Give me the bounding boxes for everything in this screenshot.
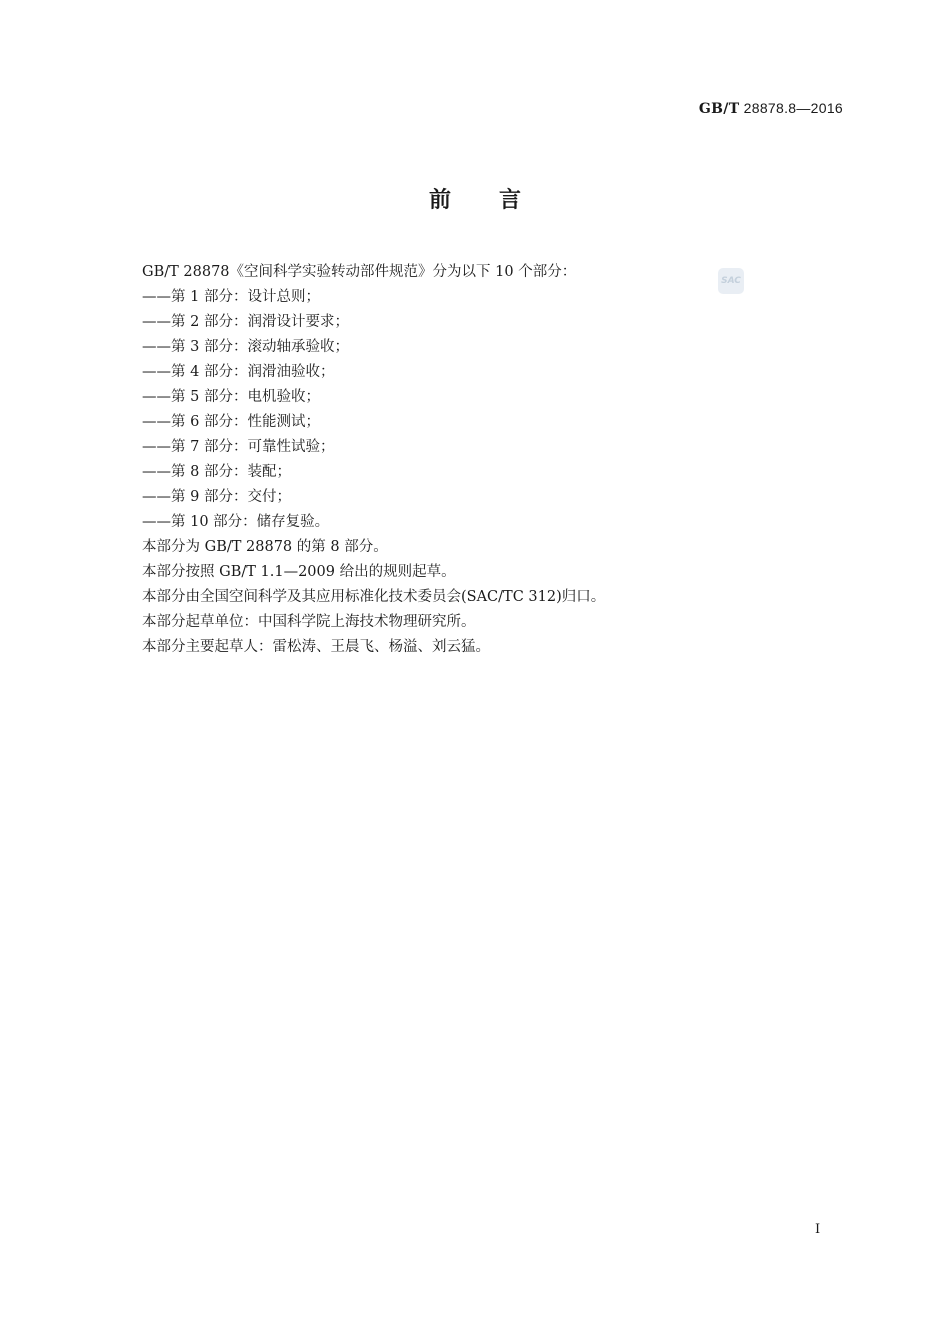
part-list-item: ——第 2 部分：润滑设计要求； bbox=[142, 314, 349, 330]
body-paragraph: 本部分由全国空间科学及其应用标准化技术委员会(SAC/TC 312)归口。 bbox=[142, 589, 606, 605]
body-paragraph: 本部分主要起草人：雷松涛、王晨飞、杨溢、刘云猛。 bbox=[142, 639, 490, 655]
part-list-item: ——第 5 部分：电机验收； bbox=[142, 389, 320, 405]
standard-code bbox=[699, 100, 843, 117]
page-title: 前言 bbox=[428, 188, 569, 213]
part-list-item: ——第 9 部分：交付； bbox=[142, 489, 291, 505]
part-list-item: ——第 7 部分：可靠性试验； bbox=[142, 439, 335, 455]
body-paragraph: 本部分为 GB/T 28878 的第 8 部分。 bbox=[142, 539, 388, 555]
part-list-item: ——第 1 部分：设计总则； bbox=[142, 289, 320, 305]
body-paragraph: 本部分按照 GB/T 1.1—2009 给出的规则起草。 bbox=[142, 564, 456, 580]
standard-prefix: GB/T bbox=[698, 101, 740, 117]
intro-line: GB/T 28878《空间科学实验转动部件规范》分为以下 10 个部分： bbox=[142, 264, 577, 280]
preface-body bbox=[142, 260, 822, 660]
body-paragraph: 本部分起草单位：中国科学院上海技术物理研究所。 bbox=[142, 614, 476, 630]
watermark-text: SAC bbox=[721, 276, 741, 286]
part-list-item: ——第 3 部分：滚动轴承验收； bbox=[142, 339, 349, 355]
part-list-item: ——第 4 部分：润滑油验收； bbox=[142, 364, 335, 380]
part-list-item: ——第 8 部分：装配； bbox=[142, 464, 291, 480]
part-list-item: ——第 10 部分：储存复验。 bbox=[142, 514, 330, 530]
page-number: I bbox=[815, 1222, 821, 1237]
part-list-item: ——第 6 部分：性能测试； bbox=[142, 414, 320, 430]
standard-number: 28878.8—2016 bbox=[743, 100, 843, 116]
